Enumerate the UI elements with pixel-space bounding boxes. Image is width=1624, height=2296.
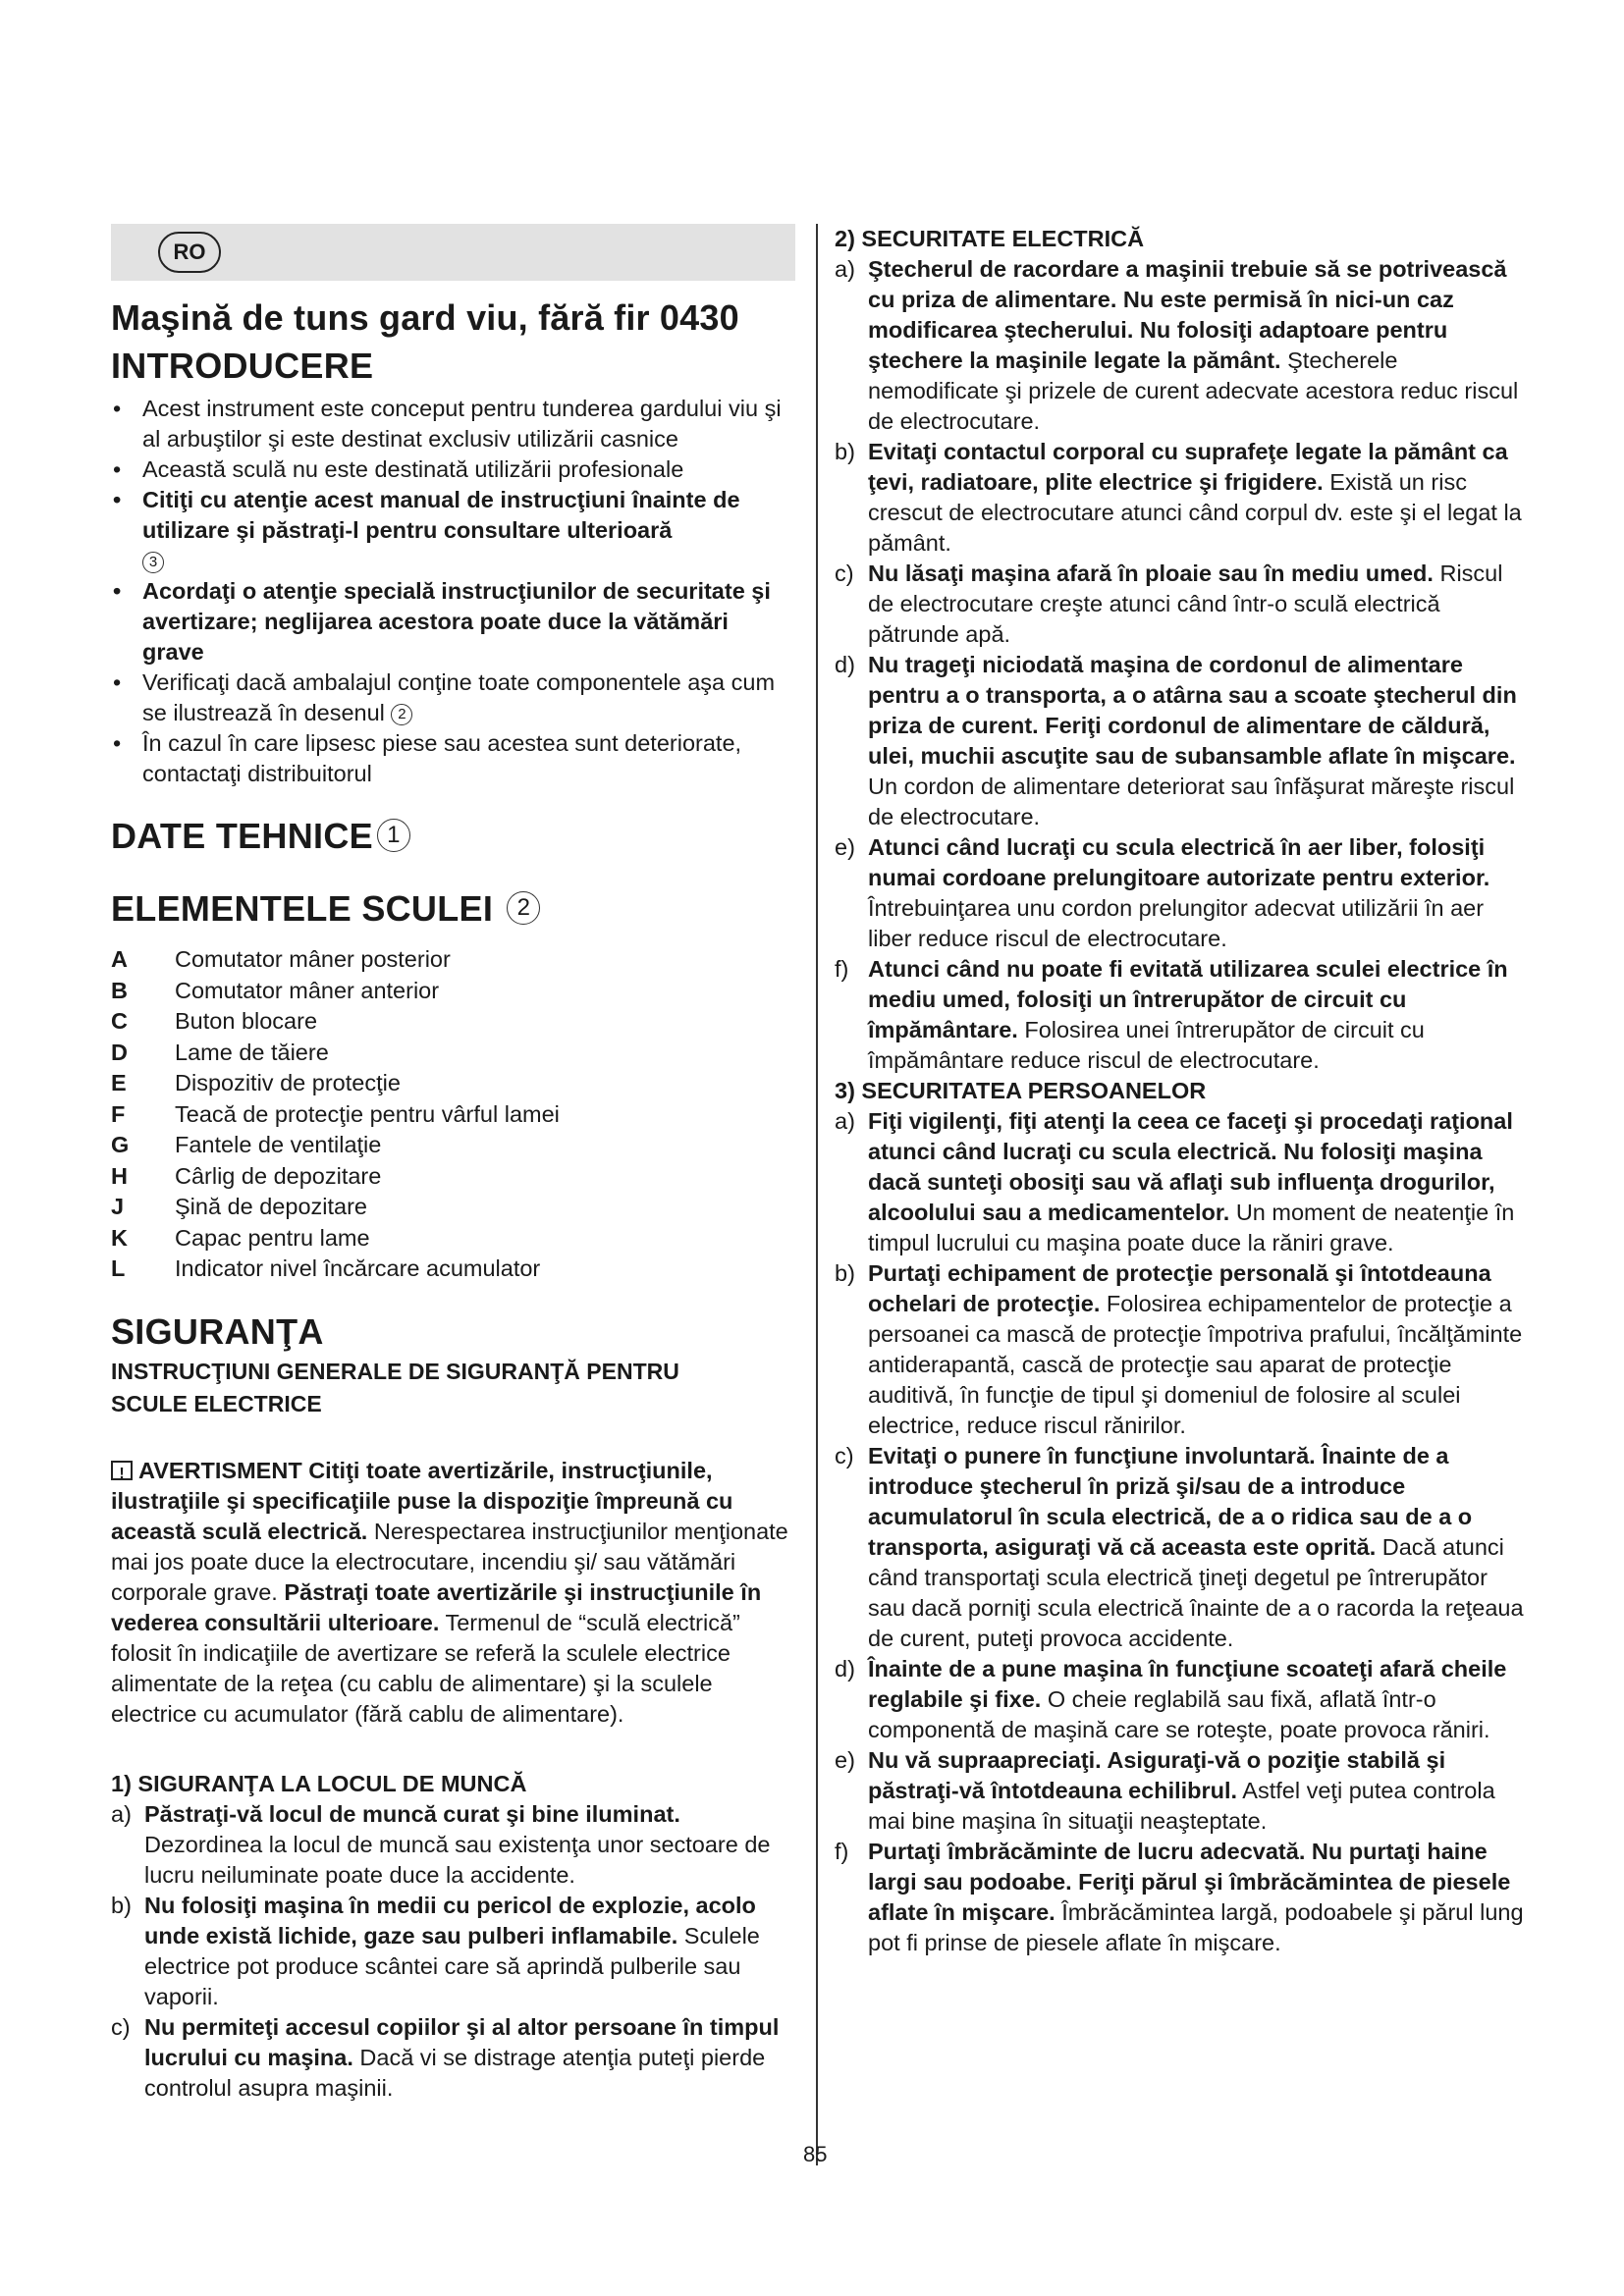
intro-bullets	[111, 394, 795, 789]
electrical-item: c) Nu lăsaţi maşina afară în ploaie sau în mediu umed. Riscul de electrocutare creşte atunci când într-o sculă electrică pătrunde apă.	[835, 561, 1503, 647]
component-row: A Comutator mâner posterior	[111, 946, 451, 972]
component-row: C Buton blocare	[111, 1008, 318, 1034]
left-column	[111, 224, 795, 2104]
column-divider	[816, 224, 818, 2165]
component-row: G Fantele de ventilaţie	[111, 1132, 382, 1157]
intro-bullet: • Această sculă nu este destinată utilizării profesionale	[111, 454, 795, 485]
electrical-item: b) Evitaţi contactul corporal cu suprafeţe legate la pământ ca ţevi, radiatoare, plite electrice şi frigidere. Există un risc crescut de electrocutare atunci când corpul dv. este şi el legat la pământ.	[835, 439, 1522, 556]
component-row: K Capac pentru lame	[111, 1224, 370, 1251]
workplace-item: c) Nu permiteţi accesul copiilor şi al altor persoane în timpul lucrului cu maşina. Dacă vi se distrage atenţia puteţi pierde controlul asupra maşinii.	[111, 2013, 780, 2101]
component-row: L Indicator nivel încărcare acumulator	[111, 1255, 541, 1281]
workplace-item: a) Păstraţi-vă locul de muncă curat şi bine iluminat. Dezordinea la locul de muncă sau existenţa unor sectoare de lucru neiluminate poate duce la accidente.	[111, 1800, 771, 1888]
figure-ref-2-large: 2	[507, 891, 540, 925]
general-warning: !AVERTISMENT Citiţi toate avertizările, instrucţiunile, ilustraţiile şi specificaţiile puse la dispoziţie împreună cu această sculă electrică. Nerespectarea instrucţiunilor menţionate mai jos poate duce la electrocutare, incendiu şi/ sau vătămări corporale grave. Păstraţi toate avertizările şi instrucţiunile în vederea consultării ulterioare. Termenul de “sculă electrică” folosit în indicaţiile de avertizare se referă la sculele electrice alimentate de la reţea (cu cablu de alimentare) şi la sculele electrice cu acumulator (fără cablu de alimentare).	[111, 1456, 795, 1730]
component-row: H Cârlig de depozitare	[111, 1162, 382, 1189]
components-list	[111, 944, 795, 1285]
component-row: B Comutator mâner anterior	[111, 977, 440, 1003]
personal-safety-heading: 3) SECURITATEA PERSOANELOR	[835, 1078, 1207, 1103]
page-number: 85	[803, 2142, 828, 2166]
safety-heading: SIGURANŢA	[111, 1310, 324, 1352]
intro-bullet: • Acest instrument este conceput pentru tunderea gardului viu şi al arbuştilor şi este destinat exclusiv utilizării casnice	[111, 394, 795, 454]
safety-subheading: INSTRUCŢIUNI GENERALE DE SIGURANŢĂ PENTRU SCULE ELECTRICE	[111, 1358, 679, 1416]
figure-ref-2: 2	[391, 704, 412, 725]
workplace-item: b) Nu folosiţi maşina în medii cu pericol de explozie, acolo unde există lichide, gaze sau pulberi inflamabile. Sculele electrice pot produce scântei care să aprindă pulberile sau vaporii.	[111, 1892, 760, 2009]
intro-bullet: • Acordaţi o atenţie specială instrucţiunilor de securitate şi avertizare; neglijarea acestora poate duce la vătămări grave	[111, 576, 795, 667]
figure-ref-3: 3	[142, 552, 164, 573]
warning-triangle-icon	[111, 1461, 133, 1480]
electrical-item: a) Ştecherul de racordare a maşinii trebuie să se potrivească cu priza de alimentare. Nu este permisă în nici-un caz modificarea ştecherului. Nu folosiţi adaptoare pentru ştechere la maşinile legate la pământ. Ştecherele nemodificate şi prizele de curent adecvate acestora reduc riscul de electrocutare.	[835, 256, 1519, 434]
personal-item: f) Purtaţi îmbrăcăminte de lucru adecvată. Nu purtaţi haine largi sau podoabe. Feriţi părul şi îmbrăcămintea de piesele aflate în mişcare. Îmbrăcămintea largă, podoabele şi părul lung pot fi prinse de piesele aflate în mişcare.	[835, 1839, 1524, 1955]
electrical-item: d) Nu trageţi niciodată maşina de cordonul de alimentare pentru a o transporta, a o atârna sau a scoate ştecherul din priza de curent. Feriţi cordonul de alimentare de căldură, ulei, muchii ascuţite sau de subansamble aflate în mişcare. Un cordon de alimentare deteriorat sau înfăşurat măreşte riscul de electrocutare.	[835, 652, 1517, 829]
component-row: F Teacă de protecţie pentru vârful lamei	[111, 1100, 560, 1127]
component-row: J Şină de depozitare	[111, 1194, 367, 1219]
component-row: E Dispozitiv de protecţie	[111, 1070, 401, 1095]
personal-item: a) Fiţi vigilenţi, fiţi atenţi la ceea ce faceţi şi procedaţi raţional atunci când lucraţi cu scula electrică. Nu folosiţi maşina dacă sunteţi obosiţi sau vă aflaţi sub influenţa drogurilor, alcoolului sau a medicamentelor. Un moment de neatenţie în timpul lucrului cu maşina poate duce la răniri grave.	[835, 1108, 1515, 1255]
personal-item: c) Evitaţi o punere în funcţiune involuntară. Înainte de a introduce ştecherul în priză şi/sau de a introduce acumulatorul în scula electrică, de a o ridica sau de a o transporta, asiguraţi vă că aceasta este oprită. Dacă atunci când transportaţi scula electrică ţineţi degetul pe întrerupător sau dacă porniţi scula electrică înainte de a o racorda la reţeaua de curent, puteţi provoca accidente.	[835, 1443, 1524, 1651]
intro-heading: INTRODUCERE	[111, 346, 374, 386]
technical-data-heading: DATE TEHNICE 1	[111, 815, 795, 858]
language-bar	[111, 224, 795, 281]
personal-item: d) Înainte de a pune maşina în funcţiune scoateţi afară cheile reglabile şi fixe. O cheie reglabilă sau fixă, aflată într-o componentă de maşină care se roteşte, poate provoca răniri.	[835, 1656, 1507, 1742]
right-column	[835, 224, 1526, 1958]
electrical-item: e) Atunci când lucraţi cu scula electrică în aer liber, folosiţi numai cordoane prelungitoare autorizate pentru exterior. Întrebuinţarea unu cordon prelungitor adecvat utilizării în aer liber reduce riscul de electrocutare.	[835, 834, 1490, 951]
components-heading: ELEMENTELE SCULEI 2	[111, 887, 795, 931]
intro-bullet: • Citiţi cu atenţie acest manual de instrucţiuni înainte de utilizare şi păstraţi-l pentru consultare ulterioară 3	[111, 485, 795, 576]
intro-bullet: • Verificaţi dacă ambalajul conţine toate componentele aşa cum se ilustrează în desenul 2	[111, 667, 795, 728]
component-row: D Lame de tăiere	[111, 1039, 329, 1065]
electrical-safety-heading: 2) SECURITATE ELECTRICĂ	[835, 226, 1145, 251]
personal-item: b) Purtaţi echipament de protecţie personală şi întotdeauna ochelari de protecţie. Folosirea echipamentelor de protecţie a persoanei ca mască de protecţie împotriva prafului, încălţăminte antiderapantă, cască de protecţie sau aparat de protecţie auditivă, în funcţie de tipul şi domeniul de folosire al sculei electrice, reduce riscul rănirilor.	[835, 1260, 1523, 1438]
intro-bullet: • În cazul în care lipsesc piese sau acestea sunt deteriorate, contactaţi distribuitorul	[111, 728, 795, 789]
document-title: Maşină de tuns gard viu, fără fir 0430	[111, 297, 739, 338]
electrical-item: f) Atunci când nu poate fi evitată utilizarea sculei electrice în mediu umed, folosiţi un întrerupător de circuit cu împământare. Folosirea unei întrerupător de circuit cu împământare reduce riscul de electrocutare.	[835, 956, 1508, 1073]
figure-ref-1: 1	[377, 819, 410, 852]
workplace-safety-heading: 1) SIGURANŢA LA LOCUL DE MUNCĂ	[111, 1770, 527, 1796]
language-badge: RO	[158, 232, 221, 273]
personal-item: e) Nu vă supraapreciaţi. Asiguraţi-vă o poziţie stabilă şi păstraţi-vă întotdeauna echilibrul. Astfel veţi putea controla mai bine maşina în situaţii neaşteptate.	[835, 1747, 1495, 1834]
